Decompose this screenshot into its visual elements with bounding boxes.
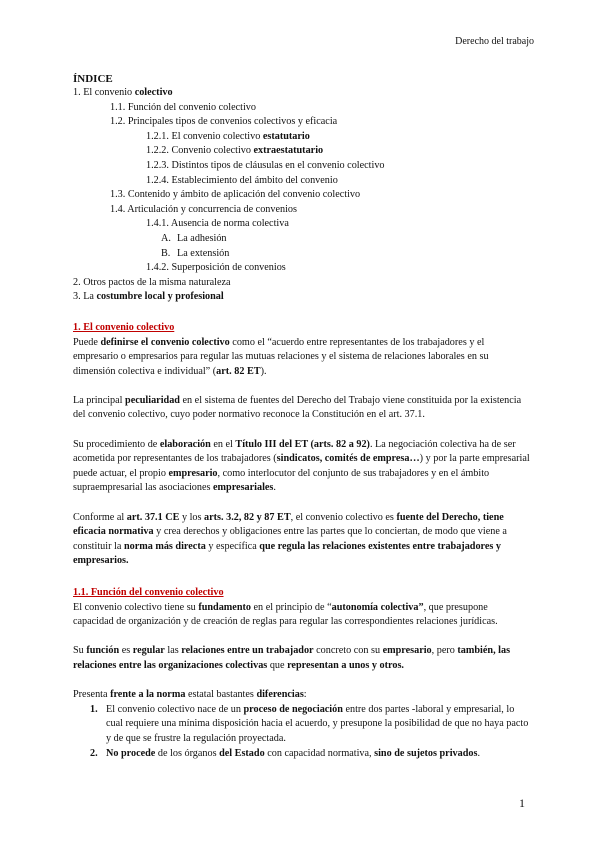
index-item-text: 2. Otros pactos de la misma naturaleza bbox=[73, 276, 231, 288]
index-item bbox=[73, 203, 530, 218]
index-item bbox=[73, 86, 530, 101]
differences-list bbox=[73, 703, 530, 761]
list-item-text: del Estado bbox=[219, 747, 265, 759]
index-item bbox=[73, 159, 530, 174]
index-item bbox=[73, 188, 530, 203]
list-item bbox=[73, 703, 530, 747]
index-item bbox=[73, 290, 530, 305]
list-item-text: No procede bbox=[106, 747, 156, 759]
index-item-text: 3. La bbox=[73, 291, 97, 303]
index-item-text: 1.2. Principales tipos de convenios colectivos y eficacia bbox=[110, 116, 338, 128]
index-item bbox=[73, 276, 530, 291]
index-item bbox=[73, 247, 530, 262]
page-body bbox=[73, 72, 530, 761]
page-number: 1 bbox=[519, 796, 525, 810]
paragraph-function: Su función es regular las relaciones entre un trabajador concreto con su empresario, pero también, las relaciones entre las organizaciones colectivas que representan a unos y otros. bbox=[73, 645, 511, 671]
list-item-number: 1. bbox=[90, 703, 98, 715]
list-item-text: de los órganos bbox=[155, 747, 220, 759]
index-item-emphasis: extraestatutario bbox=[253, 145, 324, 157]
index-item bbox=[73, 101, 530, 116]
index-item-text: La adhesión bbox=[177, 232, 227, 244]
index-item-marker: B. bbox=[161, 247, 171, 259]
section-heading-1: 1. El convenio colectivo bbox=[73, 321, 175, 333]
index-item bbox=[73, 232, 530, 247]
index-item-marker: A. bbox=[161, 232, 171, 244]
list-item-text: sino de sujetos privados bbox=[374, 747, 478, 759]
list-item-text: . bbox=[477, 747, 480, 759]
list-item-number: 2. bbox=[90, 747, 98, 759]
list-item-text: entre dos partes -laboral y empresarial, lo cual requiere una mínima disposición hacia el acuerdo, y presupone la posibilidad de que no haya pacto y de que se frustre la regulación proyectada. bbox=[106, 703, 529, 744]
index-item-text: 1.2.4. Establecimiento del ámbito del convenio bbox=[146, 174, 338, 186]
paragraph-differences: Presenta frente a la norma estatal bastantes diferencias: bbox=[73, 689, 307, 701]
running-header: Derecho del trabajo bbox=[455, 36, 534, 47]
paragraph-peculiarity: La principal peculiaridad en el sistema de fuentes del Derecho del Trabajo viene constituida por la existencia del convenio colectivo, cuyo poder normativo reconoce la Constitución en el art. 37.1. bbox=[73, 394, 522, 421]
index-item-text: 1.2.2. Convenio colectivo bbox=[146, 145, 254, 157]
index-item bbox=[73, 115, 530, 130]
index-item-emphasis: costumbre local y profesional bbox=[96, 291, 224, 303]
index-item-text: 1.4. Articulación y concurrencia de convenios bbox=[110, 203, 297, 215]
list-item-text: proceso de negociación bbox=[243, 703, 343, 715]
index-item-text: 1.4.2. Superposición de convenios bbox=[146, 262, 286, 274]
index-item-text: 1.1. Función del convenio colectivo bbox=[110, 101, 256, 113]
index-item bbox=[73, 217, 530, 232]
paragraph-definition: Puede definirse el convenio colectivo como el “acuerdo entre representantes de los trabajadores y el empresario o empresarios para regular las mutuas relaciones y el sistema de relaciones laborales en su dimensión colectiva e individual” (art. 82 ET). bbox=[73, 336, 489, 377]
section-heading-1-1: 1.1. Función del convenio colectivo bbox=[73, 587, 224, 598]
index-item-emphasis: colectivo bbox=[134, 87, 173, 98]
index-item-text: 1. El convenio bbox=[73, 87, 135, 98]
index-item-text: 1.2.3. Distintos tipos de cláusulas en el convenio colectivo bbox=[146, 159, 385, 171]
index-title: ÍNDICE bbox=[73, 73, 113, 85]
index-item-text: 1.3. Contenido y ámbito de aplicación del convenio colectivo bbox=[110, 189, 361, 201]
index-item bbox=[73, 130, 530, 145]
paragraph-procedure: Su procedimiento de elaboración en el Título III del ET (arts. 82 a 92). La negociación colectiva ha de ser acometida por representantes de los trabajadores (sindicatos, comités de empresa…) y por la parte empresarial puede actuar, el propio empresario, como interlocutor del conjunto de sus trabajadores y en el ámbito supraempresarial las asociaciones empresariales. bbox=[73, 438, 530, 494]
list-item-text: El convenio colectivo nace de un bbox=[106, 703, 244, 715]
index-item bbox=[73, 261, 530, 276]
table-of-contents bbox=[73, 86, 530, 305]
index-item bbox=[73, 144, 530, 159]
index-item bbox=[73, 174, 530, 189]
list-item-text: con capacidad normativa, bbox=[264, 747, 375, 759]
index-item-text: 1.4.1. Ausencia de norma colectiva bbox=[146, 218, 289, 230]
index-item-text: La extensión bbox=[177, 247, 230, 259]
paragraph-fundament: El convenio colectivo tiene su fundamento en el principio de “autonomía colectiva”, que presupone capacidad de organización y de creación de reglas para regular las correspondientes relaciones jurídicas. bbox=[73, 601, 498, 628]
index-item-text: 1.2.1. El convenio colectivo bbox=[146, 130, 263, 142]
list-item bbox=[73, 747, 530, 762]
paragraph-legal-basis: Conforme al art. 37.1 CE y los arts. 3.2, 82 y 87 ET, el convenio colectivo es fuente del Derecho, tiene eficacia normativa y crea derechos y obligaciones entre las partes que lo conciertan, de modo que viene a constituir la norma más directa y específica que regula las relaciones existentes entre trabajadores y empresarios. bbox=[73, 511, 507, 567]
index-item-emphasis: estatutario bbox=[262, 130, 310, 142]
